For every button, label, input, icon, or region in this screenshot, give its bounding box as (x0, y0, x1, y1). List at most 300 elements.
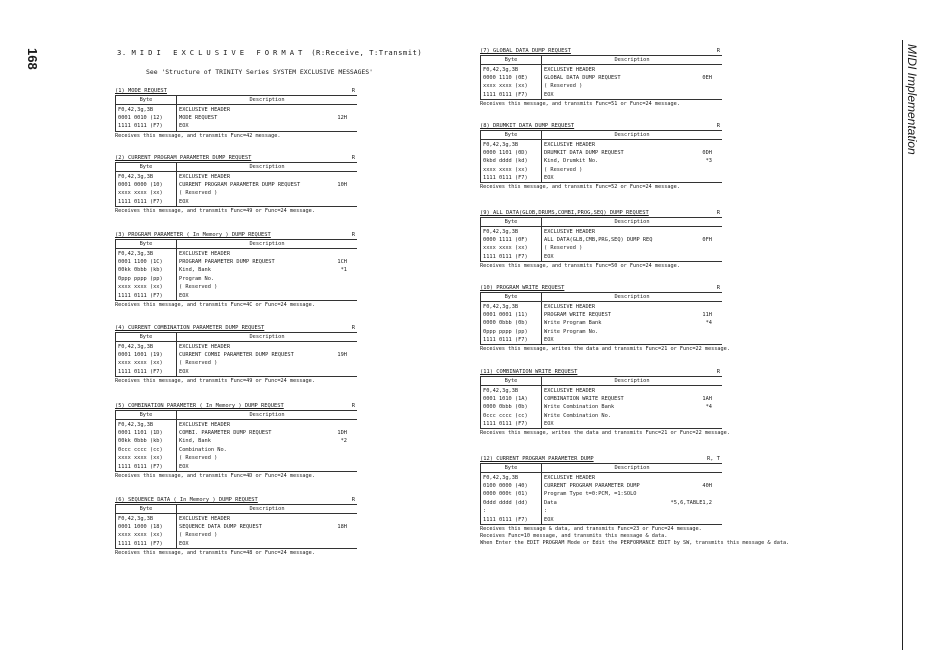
byte-cell: 0000 0bbb (0b) (481, 319, 542, 327)
description-text: PROGRAM PARAMETER DUMP REQUEST (179, 258, 275, 265)
table-row (481, 507, 723, 515)
section-title-text: (8) DRUMKIT DATA DUMP REQUEST (480, 123, 575, 129)
table-header (481, 218, 723, 227)
table-row (116, 523, 358, 531)
byte-cell: F0,42,3g,3B (481, 140, 542, 149)
table-row (116, 359, 358, 367)
table-header (481, 56, 723, 65)
table-row (481, 82, 723, 90)
description-cell (542, 65, 723, 74)
description-cell (542, 74, 723, 82)
description-cell (177, 249, 358, 258)
message-section (115, 155, 357, 214)
description-text: Write Combination Bank (544, 404, 615, 411)
col-byte: Byte (116, 96, 177, 105)
byte-cell: F0,42,3g,3B (116, 514, 177, 523)
description-text: EOX (179, 368, 189, 375)
section-title (480, 369, 722, 377)
description-text: SEQUENCE DATA DUMP REQUEST (179, 523, 262, 530)
byte-cell: 1111 0111 (F7) (116, 368, 177, 377)
byte-cell: 0ppp pppp (pp) (481, 328, 542, 336)
description-text: EOX (544, 337, 554, 344)
description-cell (177, 462, 358, 471)
section-direction: R (351, 497, 355, 503)
section-title-text: (3) PROGRAM PARAMETER ( In Memory ) DUMP REQUEST (115, 232, 271, 238)
value-text: 0FH (702, 236, 712, 243)
table-row (481, 74, 723, 82)
description-cell (542, 311, 723, 319)
table-row (116, 454, 358, 462)
message-table (480, 131, 722, 183)
description-cell (542, 302, 723, 311)
message-section (115, 497, 357, 556)
table-row (116, 249, 358, 258)
table-row (481, 490, 723, 498)
section-note: Receives this message, writes the data and transmits Func=21 or Func=22 message. (480, 430, 730, 437)
description-cell (177, 105, 358, 114)
table-row (481, 227, 723, 236)
col-description: Description (542, 56, 723, 65)
description-text: EOX (179, 123, 189, 130)
message-table (115, 240, 357, 301)
section-note: When Enter the EDIT PROGRAM Mode or Edit the PERFORMANCE EDIT by SW, transmits this message & data. (480, 539, 790, 546)
description-text: Program Type t=0:PCM, =1:SOLO (544, 491, 637, 498)
message-table (115, 96, 357, 132)
description-text: Write Program Bank (544, 320, 602, 327)
description-text: EXCLUSIVE HEADER (544, 387, 596, 394)
table-row (116, 540, 358, 549)
byte-cell: F0,42,3g,3B (481, 65, 542, 74)
table-row (116, 291, 358, 300)
byte-cell: : (481, 507, 542, 515)
table-row (481, 166, 723, 174)
side-rule (902, 40, 903, 650)
description-cell (542, 395, 723, 403)
byte-cell: 0001 0000 (10) (116, 181, 177, 189)
description-cell (542, 91, 723, 100)
section-title (115, 232, 357, 240)
title-rule (480, 55, 722, 56)
col-byte: Byte (481, 56, 542, 65)
byte-cell: xxxx xxxx (xx) (481, 82, 542, 90)
col-byte: Byte (481, 218, 542, 227)
description-cell (177, 351, 358, 359)
description-text: Write Program No. (544, 328, 599, 335)
byte-cell: F0,42,3g,3B (116, 420, 177, 429)
table-row (481, 386, 723, 395)
table-row (481, 140, 723, 149)
value-text: *5,6,TABLE1,2 (670, 499, 712, 506)
table-row (481, 311, 723, 319)
table-row (481, 91, 723, 100)
value-text: 40H (702, 482, 712, 489)
section-direction: R (716, 369, 720, 375)
table-header (481, 377, 723, 386)
section-title (115, 497, 357, 505)
table-row (481, 473, 723, 482)
table-row (116, 198, 358, 207)
description-text: EXCLUSIVE HEADER (544, 474, 596, 481)
description-text: Kind, Bank (179, 267, 211, 274)
description-text: EOX (544, 175, 554, 182)
byte-cell: 0000 0bbb (0b) (481, 403, 542, 411)
col-byte: Byte (481, 377, 542, 386)
message-table (115, 411, 357, 472)
table-row (116, 122, 358, 131)
description-cell (177, 429, 358, 437)
title-rule (115, 504, 357, 505)
description-cell (177, 342, 358, 351)
message-table (480, 218, 722, 262)
description-cell (542, 482, 723, 490)
byte-cell: xxxx xxxx (xx) (116, 454, 177, 462)
section-title-text: (4) CURRENT COMBINATION PARAMETER DUMP REQUEST (115, 325, 265, 331)
description-text: EXCLUSIVE HEADER (179, 250, 231, 257)
table-row (481, 149, 723, 157)
message-section (115, 232, 357, 308)
value-text: 1AH (702, 395, 712, 402)
table-row (481, 412, 723, 420)
section-note: Receives this message, writes the data and transmits Func=21 or Func=22 message. (480, 346, 730, 353)
description-cell (177, 359, 358, 367)
table-row (481, 253, 723, 262)
section-title (115, 403, 357, 411)
description-cell (542, 166, 723, 174)
col-description: Description (542, 377, 723, 386)
col-description: Description (542, 293, 723, 302)
byte-cell: 1111 0111 (F7) (116, 462, 177, 471)
description-cell (177, 266, 358, 274)
byte-cell: 1111 0111 (F7) (481, 253, 542, 262)
value-text: 19H (337, 351, 347, 358)
description-cell (542, 412, 723, 420)
table-header (116, 163, 358, 172)
byte-cell: F0,42,3g,3B (481, 302, 542, 311)
section-direction: R (351, 325, 355, 331)
section-title-text: (12) CURRENT PROGRAM PARAMETER DUMP (480, 456, 594, 462)
col-description: Description (177, 96, 358, 105)
byte-cell: 0ddd dddd (dd) (481, 499, 542, 507)
description-cell (177, 368, 358, 377)
section-title (115, 325, 357, 333)
table-row (116, 437, 358, 445)
description-cell (177, 275, 358, 283)
byte-cell: xxxx xxxx (xx) (116, 189, 177, 197)
message-table (115, 333, 357, 377)
table-header (481, 293, 723, 302)
section-title-text: (7) GLOBAL DATA DUMP REQUEST (480, 48, 571, 54)
value-text: *4 (705, 404, 712, 411)
description-text: COMBINATION WRITE REQUEST (544, 395, 624, 402)
section-title-text: (2) CURRENT PROGRAM PARAMETER DUMP REQUEST (115, 155, 252, 161)
byte-cell: 00kk 0bbb (kb) (116, 266, 177, 274)
description-text: EXCLUSIVE HEADER (179, 421, 231, 428)
section-title (480, 123, 722, 131)
message-section (480, 210, 722, 269)
table-row (116, 514, 358, 523)
byte-cell: 1111 0111 (F7) (481, 336, 542, 345)
table-row (481, 328, 723, 336)
description-cell (542, 82, 723, 90)
table-row (481, 420, 723, 429)
table-header (116, 505, 358, 514)
byte-cell: xxxx xxxx (xx) (116, 531, 177, 539)
table-row (116, 351, 358, 359)
description-text: Data (544, 499, 557, 506)
col-byte: Byte (481, 131, 542, 140)
byte-cell: 0000 1101 (0D) (481, 149, 542, 157)
col-byte: Byte (116, 505, 177, 514)
description-text: EXCLUSIVE HEADER (544, 66, 596, 73)
description-cell (542, 490, 723, 498)
title-rule (115, 95, 357, 96)
heading-number: 3. (117, 48, 127, 57)
section-note: Receives this message, and transmits Func=50 or Func=24 message. (480, 262, 680, 269)
section-title (480, 285, 722, 293)
table-row (116, 283, 358, 291)
description-cell (542, 149, 723, 157)
message-section (480, 48, 722, 107)
section-direction: R (351, 232, 355, 238)
description-text: Kind, Drumkit No. (544, 158, 599, 165)
message-table (480, 293, 722, 345)
section-title-text: (10) PROGRAM WRITE REQUEST (480, 285, 565, 291)
table-row (116, 342, 358, 351)
byte-cell: xxxx xxxx (xx) (481, 166, 542, 174)
value-text: 10H (337, 181, 347, 188)
description-text: ( Reserved ) (179, 455, 218, 462)
value-text: *4 (705, 320, 712, 327)
byte-cell: F0,42,3g,3B (116, 249, 177, 258)
description-text: CURRENT COMBI PARAMETER DUMP REQUEST (179, 351, 294, 358)
description-text: CURRENT PROGRAM PARAMETER DUMP REQUEST (179, 181, 301, 188)
description-cell (542, 515, 723, 524)
table-row (481, 236, 723, 244)
value-text: 18H (337, 523, 347, 530)
section-direction: R, T (707, 456, 720, 462)
byte-cell: 0001 1001 (19) (116, 351, 177, 359)
description-text: Kind, Bank (179, 438, 211, 445)
description-text: ALL DATA(GLB,CMB,PRG,SEQ) DUMP REQ (544, 236, 653, 243)
table-header (116, 96, 358, 105)
description-text: Combination No. (179, 446, 227, 453)
description-cell (177, 189, 358, 197)
table-row (481, 319, 723, 327)
table-row (116, 429, 358, 437)
value-text: *2 (340, 438, 347, 445)
message-section (480, 123, 722, 190)
description-text: DRUMKIT DATA DUMP REQUEST (544, 149, 624, 156)
description-cell (542, 336, 723, 345)
byte-cell: 0ccc cccc (cc) (116, 446, 177, 454)
byte-cell: 0001 1000 (18) (116, 523, 177, 531)
description-text: ( Reserved ) (544, 166, 583, 173)
description-text: EOX (544, 421, 554, 428)
table-header (116, 333, 358, 342)
description-text: ( Reserved ) (179, 532, 218, 539)
description-cell (177, 531, 358, 539)
byte-cell: 1111 0111 (F7) (116, 291, 177, 300)
section-heading (117, 48, 422, 57)
section-note: Receives this message, and transmits Func=49 or Func=24 message. (115, 207, 315, 214)
description-text: ( Reserved ) (544, 245, 583, 252)
title-rule (480, 463, 722, 464)
byte-cell: F0,42,3g,3B (116, 342, 177, 351)
description-cell (177, 114, 358, 122)
see-note: See 'Structure of TRINITY Series SYSTEM EXCLUSIVE MESSAGES' (146, 68, 374, 76)
byte-cell: 1111 0111 (F7) (481, 420, 542, 429)
description-text: EOX (179, 198, 189, 205)
description-text: EXCLUSIVE HEADER (179, 515, 231, 522)
section-direction: R (716, 285, 720, 291)
byte-cell: xxxx xxxx (xx) (116, 359, 177, 367)
description-text: ( Reserved ) (179, 360, 218, 367)
table-row (481, 157, 723, 165)
table-row (116, 172, 358, 181)
table-row (116, 368, 358, 377)
title-rule (115, 162, 357, 163)
byte-cell: 0000 1111 (0F) (481, 236, 542, 244)
col-byte: Byte (116, 163, 177, 172)
byte-cell: F0,42,3g,3B (116, 105, 177, 114)
section-title-text: (5) COMBINATION PARAMETER ( In Memory ) DUMP REQUEST (115, 403, 284, 409)
byte-cell: 1111 0111 (F7) (116, 198, 177, 207)
table-row (116, 258, 358, 266)
description-text: Write Combination No. (544, 412, 611, 419)
description-cell (542, 507, 723, 515)
description-text: PROGRAM WRITE REQUEST (544, 311, 611, 318)
title-rule (115, 410, 357, 411)
description-text: EOX (544, 253, 554, 260)
table-row (481, 515, 723, 524)
table-row (481, 403, 723, 411)
section-direction: R (716, 210, 720, 216)
section-title-text: (11) COMBINATION WRITE REQUEST (480, 369, 578, 375)
byte-cell: 0kbd dddd (kd) (481, 157, 542, 165)
section-direction: R (716, 48, 720, 54)
message-table (115, 163, 357, 207)
title-rule (115, 332, 357, 333)
section-direction: R (716, 123, 720, 129)
value-text: *1 (340, 267, 347, 274)
table-row (481, 174, 723, 183)
description-text: ( Reserved ) (179, 284, 218, 291)
description-text: EXCLUSIVE HEADER (544, 228, 596, 235)
description-text: CURRENT PROGRAM PARAMETER DUMP (544, 482, 640, 489)
table-row (116, 462, 358, 471)
description-cell (177, 258, 358, 266)
byte-cell: 0001 1010 (1A) (481, 395, 542, 403)
description-text: EXCLUSIVE HEADER (179, 343, 231, 350)
table-row (116, 114, 358, 122)
description-cell (177, 437, 358, 445)
description-cell (542, 174, 723, 183)
table-header (116, 240, 358, 249)
value-text: 11H (702, 311, 712, 318)
description-text: Program No. (179, 275, 215, 282)
byte-cell: F0,42,3g,3B (481, 473, 542, 482)
byte-cell: 0000 000t (01) (481, 490, 542, 498)
description-cell (542, 227, 723, 236)
description-text: ( Reserved ) (544, 83, 583, 90)
table-row (481, 499, 723, 507)
table-row (116, 275, 358, 283)
table-row (116, 266, 358, 274)
section-note: Receives this message, and transmits Func=52 or Func=24 message. (480, 184, 680, 191)
description-cell (542, 157, 723, 165)
description-cell (177, 198, 358, 207)
col-byte: Byte (116, 411, 177, 420)
section-note: Receives this message, and transmits Func=42 message. (115, 132, 281, 139)
byte-cell: 1111 0111 (F7) (481, 91, 542, 100)
description-cell (542, 420, 723, 429)
value-text: *3 (705, 158, 712, 165)
description-cell (542, 328, 723, 336)
table-row (116, 446, 358, 454)
section-title (480, 48, 722, 56)
title-rule (480, 217, 722, 218)
description-cell (542, 499, 723, 507)
description-cell (177, 446, 358, 454)
col-description: Description (177, 163, 358, 172)
page-number: 168 (25, 48, 40, 70)
message-table (480, 464, 722, 525)
table-header (481, 131, 723, 140)
description-cell (177, 420, 358, 429)
description-cell (177, 514, 358, 523)
table-header (481, 464, 723, 473)
value-text: 0DH (702, 149, 712, 156)
message-section (115, 325, 357, 384)
description-cell (542, 253, 723, 262)
message-section (480, 369, 730, 437)
description-cell (177, 540, 358, 549)
col-description: Description (542, 464, 723, 473)
table-header (116, 411, 358, 420)
section-title (115, 155, 357, 163)
col-byte: Byte (116, 240, 177, 249)
section-direction: R (351, 155, 355, 161)
description-text: EXCLUSIVE HEADER (179, 106, 231, 113)
message-table (115, 505, 357, 549)
byte-cell: 0ppp pppp (pp) (116, 275, 177, 283)
byte-cell: 0001 1101 (1D) (116, 429, 177, 437)
byte-cell: 1111 0111 (F7) (116, 540, 177, 549)
value-text: 1DH (337, 429, 347, 436)
description-cell (542, 236, 723, 244)
title-rule (480, 130, 722, 131)
description-text: EOX (179, 463, 189, 470)
byte-cell: xxxx xxxx (xx) (116, 283, 177, 291)
description-text: EXCLUSIVE HEADER (544, 303, 596, 310)
description-cell (177, 291, 358, 300)
description-text: GLOBAL DATA DUMP REQUEST (544, 74, 621, 81)
value-text: 1CH (337, 258, 347, 265)
message-section (480, 456, 790, 546)
section-title-text: (6) SEQUENCE DATA ( In Memory ) DUMP REQUEST (115, 497, 258, 503)
section-title (115, 88, 357, 96)
description-text: ( Reserved ) (179, 190, 218, 197)
heading-title: MIDI EXCLUSIVE FORMAT (131, 48, 307, 57)
section-direction: R (351, 88, 355, 94)
table-row (116, 181, 358, 189)
message-section (115, 88, 357, 139)
col-byte: Byte (116, 333, 177, 342)
byte-cell: 0001 0001 (11) (481, 311, 542, 319)
byte-cell: 1111 0111 (F7) (481, 174, 542, 183)
description-text: COMBI. PARAMETER DUMP REQUEST (179, 429, 272, 436)
table-row (481, 336, 723, 345)
